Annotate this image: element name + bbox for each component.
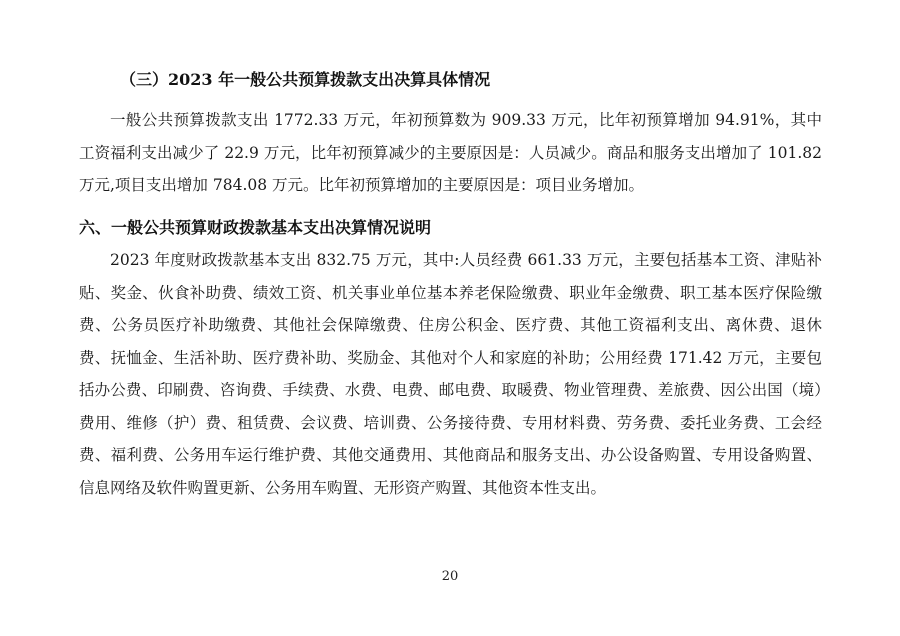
section-paragraph: 2023 年度财政拨款基本支出 832.75 万元，其中:人员经费 661.33 万元，主要包括基本工资、津贴补贴、奖金、伙食补助费、绩效工资、机关事业单位基本养老保险缴费、职业年金缴费、职工基本医疗保险缴费、公务员医疗补助缴费、其他社会保障缴费、住房公积金、医疗费、其他工资福利支出、离休费、退休费、抚恤金、生活补助、医疗费补助、奖励金、其他对个人和家庭的补助；公用经费 171.42 万元，主要包括办公费、印刷费、咨询费、手续费、水费、电费、邮电费、取暖费、物业管理费、差旅费、因公出国（境）费用、维修（护）费、租赁费、会议费、培训费、公务接待费、专用材料费、劳务费、委托业务费、工会经费、福利费、公务用车运行维护费、其他交通费用、其他商品和服务支出、办公设备购置、专用设备购置、信息网络及软件购置更新、公务用车购置、无形资产购置、其他资本性支出。 (79, 251, 822, 497)
section-heading: 六、一般公共预算财政拨款基本支出决算情况说明 (79, 218, 432, 237)
subsection-paragraph: 一般公共预算拨款支出 1772.33 万元，年初预算数为 909.33 万元，比年初预算增加 94.91%，其中工资福利支出减少了 22.9 万元，比年初预算减少的主要原因是：人员减少。商品和服务支出增加了 101.82 万元,项目支出增加 784.08 万元。比年初预算增加的主要原因是：项目业务增加。 (79, 111, 822, 194)
subsection-heading: （三）2023 年一般公共预算拨款支出决算具体情况 (120, 70, 491, 89)
page-number: 20 (441, 569, 459, 584)
